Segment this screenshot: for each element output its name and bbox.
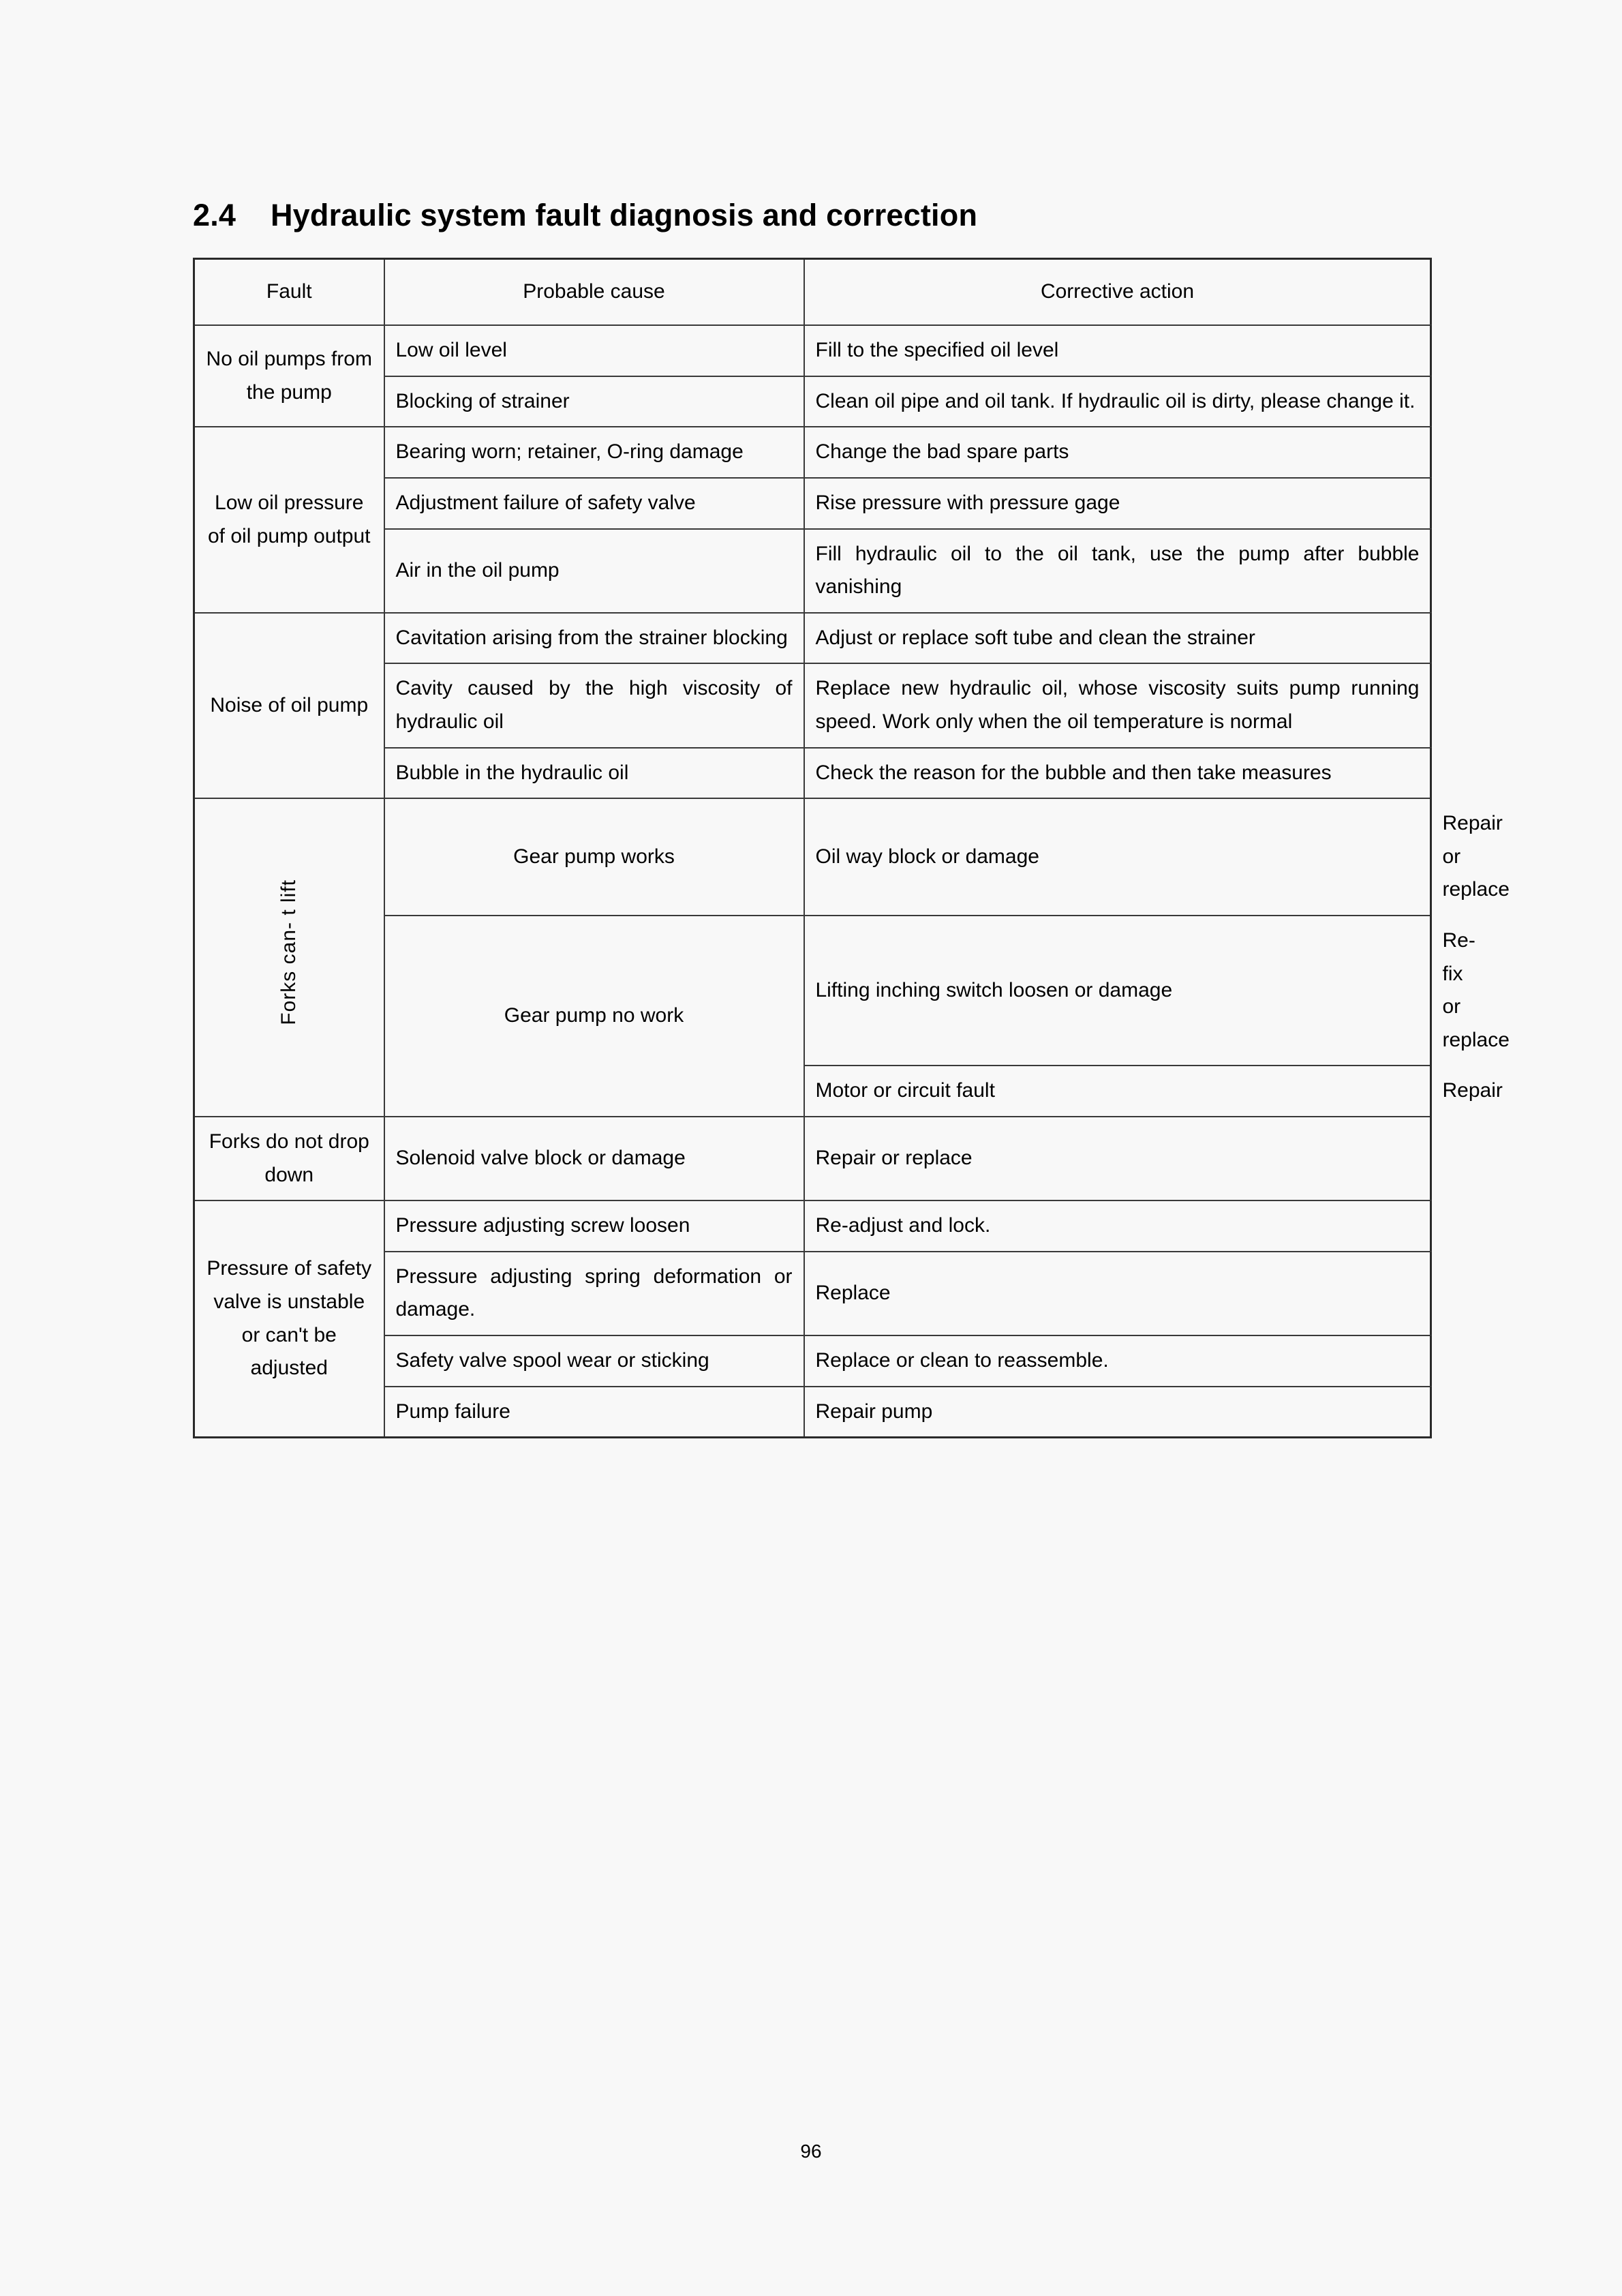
fault-label: Pressure of safety valve is unstable or can't be adjusted bbox=[194, 1200, 384, 1437]
table-row: Forks can- t lift Gear pump works Oil way block or damage Repair or replace bbox=[194, 798, 1431, 916]
cause-cell: Low oil level bbox=[384, 325, 804, 376]
fault-label-rotated-text: Forks can- t lift bbox=[277, 879, 301, 1025]
cause-cell: Lifting inching switch loosen or damage bbox=[804, 916, 1431, 1066]
table-row: Motor or circuit fault Repair bbox=[194, 1066, 1431, 1117]
cause-cell: Bubble in the hydraulic oil bbox=[384, 748, 804, 799]
cause-cell: Cavitation arising from the strainer blocking bbox=[384, 613, 804, 664]
column-header-fault: Fault bbox=[194, 258, 384, 325]
cause-cell: Blocking of strainer bbox=[384, 376, 804, 427]
fault-label: Forks do not drop down bbox=[194, 1117, 384, 1200]
action-cell: Fill hydraulic oil to the oil tank, use the pump after bubble vanishing bbox=[804, 529, 1431, 613]
cause-cell: Safety valve spool wear or sticking bbox=[384, 1335, 804, 1387]
cause-cell: Solenoid valve block or damage bbox=[384, 1117, 804, 1200]
page-content bbox=[193, 198, 1510, 1438]
action-cell: Clean oil pipe and oil tank. If hydraulic oil is dirty, please change it. bbox=[804, 376, 1431, 427]
table-body bbox=[194, 325, 1510, 1437]
action-cell: Repair pump bbox=[804, 1387, 1431, 1438]
fault-label-rotated bbox=[194, 798, 384, 1117]
table-row bbox=[194, 613, 1431, 664]
cause-cell: Air in the oil pump bbox=[384, 529, 804, 613]
fault-label: No oil pumps from the pump bbox=[194, 325, 384, 427]
cause-cell: Adjustment failure of safety valve bbox=[384, 478, 804, 529]
action-cell: Re-adjust and lock. bbox=[804, 1200, 1431, 1252]
action-cell: Rise pressure with pressure gage bbox=[804, 478, 1431, 529]
action-cell: Replace new hydraulic oil, whose viscosity suits pump running speed. Work only when the oil temperature is normal bbox=[804, 663, 1431, 747]
table-row bbox=[194, 1117, 1431, 1200]
column-header-cause: Probable cause bbox=[384, 258, 804, 325]
sub-fault-label: Gear pump no work bbox=[384, 916, 804, 1117]
table-row bbox=[194, 427, 1431, 478]
action-cell: Fill to the specified oil level bbox=[804, 325, 1431, 376]
cause-cell: Pump failure bbox=[384, 1387, 804, 1438]
cause-cell: Pressure adjusting screw loosen bbox=[384, 1200, 804, 1252]
action-cell: Repair or replace bbox=[804, 1117, 1431, 1200]
cause-cell: Cavity caused by the high viscosity of hydraulic oil bbox=[384, 663, 804, 747]
table-row bbox=[194, 1200, 1431, 1252]
page-title: 2.4 Hydraulic system fault diagnosis and correction bbox=[193, 198, 978, 232]
cause-cell: Oil way block or damage bbox=[804, 798, 1431, 916]
table-row bbox=[194, 325, 1431, 376]
table-header-row bbox=[194, 258, 1431, 325]
column-header-action: Corrective action bbox=[804, 258, 1431, 325]
fault-label: Low oil pressure of oil pump output bbox=[194, 427, 384, 612]
action-cell: Change the bad spare parts bbox=[804, 427, 1431, 478]
cause-cell: Motor or circuit fault bbox=[804, 1066, 1431, 1117]
cause-cell: Bearing worn; retainer, O-ring damage bbox=[384, 427, 804, 478]
action-cell: Check the reason for the bubble and then take measures bbox=[804, 748, 1431, 799]
fault-label: Noise of oil pump bbox=[194, 613, 384, 798]
cause-cell: Pressure adjusting spring deformation or damage. bbox=[384, 1252, 804, 1335]
table-header bbox=[194, 258, 1431, 325]
fault-diagnosis-table bbox=[193, 258, 1510, 1438]
table-row: Gear pump no work Lifting inching switch loosen or damage Re-fix or replace bbox=[194, 916, 1431, 1066]
action-cell: Replace or clean to reassemble. bbox=[804, 1335, 1431, 1387]
page-number: 96 bbox=[800, 2141, 822, 2162]
action-cell: Replace bbox=[804, 1252, 1431, 1335]
sub-fault-label: Gear pump works bbox=[384, 798, 804, 916]
action-cell: Adjust or replace soft tube and clean the strainer bbox=[804, 613, 1431, 664]
